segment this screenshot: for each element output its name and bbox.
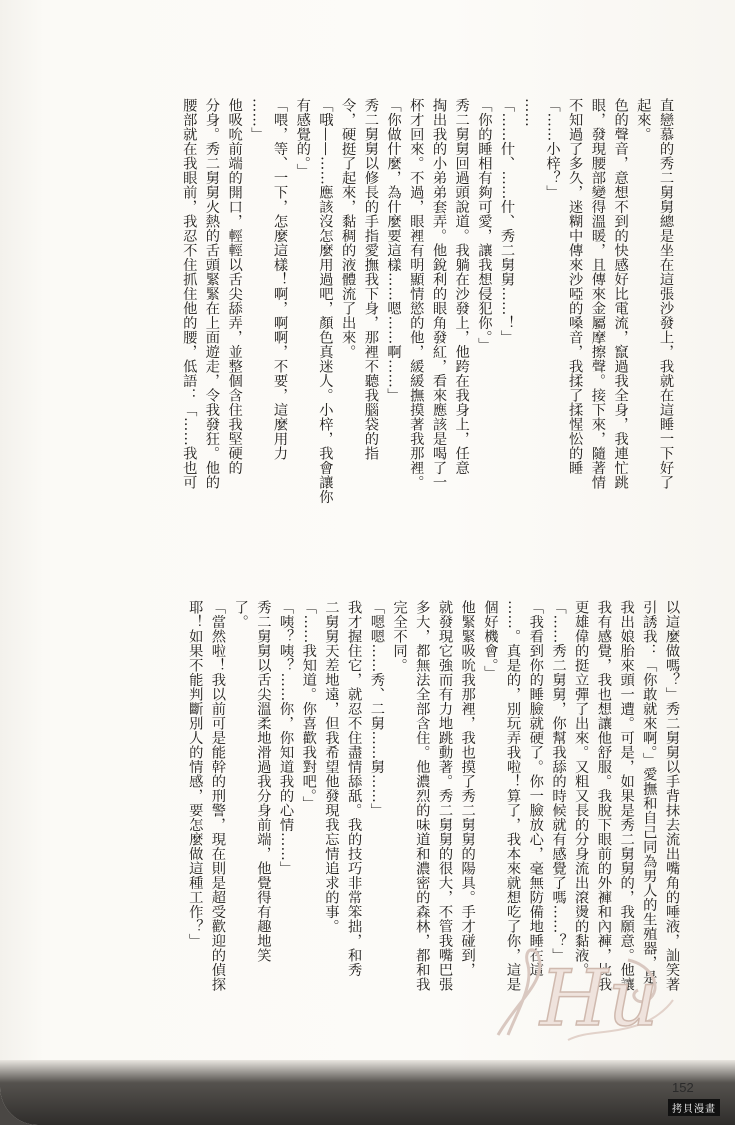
text-line: 耶！如果不能判斷別人的情感，要怎麼做這種工作？」 — [187, 600, 204, 948]
text-line: 更雄偉的挺立彈了出來。又粗又長的分身流出滾燙的黏液。 — [573, 600, 590, 977]
text-line: 秀二舅舅以舌尖溫柔地滑過我分身前端，他覺得有趣地笑 — [255, 600, 272, 963]
text-line: 有感覺的。」 — [294, 98, 311, 178]
text-line: 多大，都無法全部含住。他濃烈的味道和濃密的森林，都和我 — [414, 600, 431, 992]
top-text-block — [92, 98, 677, 558]
text-line: 秀二舅舅以修長的手指愛撫我下身，那裡不聽我腦袋的指 — [362, 98, 379, 461]
text-line: 二舅舅天差地遠，但我希望他發現我忘情追求的事。 — [323, 600, 340, 934]
text-line: 色的聲音，意想不到的快感好比電流，竄過我全身，我連忙跳 — [612, 98, 629, 490]
decorative-logo — [478, 940, 678, 1050]
text-line: 個好機會。」 — [482, 600, 499, 680]
text-line: 就發現它強而有力地跳動著。秀二舅舅的很大，不管我嘴巴張 — [436, 600, 453, 992]
text-line: 「……什、……什、秀二舅舅……！」 — [499, 98, 516, 345]
text-line: ……」 — [249, 98, 266, 142]
text-line: 「……秀二舅舅，你幫我舔的時候就有感覺了嗎……？」 — [550, 600, 567, 963]
text-line: 以這麼做嗎？」秀二舅舅以手背抹去流出嘴角的唾液，訕笑著 — [664, 600, 680, 992]
text-line: 不知過了多久，迷糊中傳來沙啞的嗓音，我揉了揉惺忪的睡 — [567, 98, 584, 475]
text-line: …… — [521, 98, 538, 127]
text-line: 「你做什麼，為什麼要這樣……嗯……啊……」 — [385, 98, 402, 403]
text-line: 「……我知道。你喜歡我對吧。」 — [300, 600, 317, 811]
text-line: 「……小梓？」 — [544, 98, 561, 200]
text-line: 眼，發現腰部變得溫暖，且傳來金屬摩擦聲。接下來，隨著情 — [589, 98, 606, 490]
text-line: 引誘我：「你敢就來啊。」愛撫和自己同為男人的生殖器，是 — [641, 600, 658, 985]
text-line: 「我看到你的睡臉就硬了。你一臉放心，毫無防備地睡在這 — [527, 600, 544, 977]
text-line: 直戀慕的秀二舅舅總是坐在這張沙發上，我就在這睡一下好了 — [658, 98, 674, 490]
text-line: 他吸吮前端的開口，輕輕以舌尖舔弄，並整個含住我堅硬的 — [226, 98, 243, 475]
text-line: 了。 — [232, 600, 249, 629]
text-line: 掏出我的小弟弟套弄。他銳利的眼角發紅，看來應該是喝了一 — [430, 98, 447, 490]
text-line: 「哦——……應該沒怎麼用過吧，顏色真迷人。小梓，我會讓你 — [317, 98, 334, 504]
text-line: 「喂，等、一下，怎麼這樣！啊，啊啊，不要，這麼用力 — [272, 98, 289, 461]
text-line: 我有感覺，我也想讓他舒服。我脫下眼前的外褲和內褲，比我 — [595, 600, 612, 992]
page-edge-shadow — [0, 1060, 735, 1125]
logo-lettering: Hu — [540, 954, 659, 1044]
text-line: 我出娘胎來頭一遭。可是，如果是秀二舅舅的，我願意。他讓 — [618, 600, 635, 992]
text-line: 秀二舅舅回過頭說道。我躺在沙發上，他跨在我身上，任意 — [453, 98, 470, 475]
text-line: 我才握住它，就忍不住盡情舔舐。我的技巧非常笨拙，和秀 — [346, 600, 363, 977]
text-line: 「你的睡相有夠可愛，讓我想侵犯你。」 — [476, 98, 493, 352]
text-line: 「嗯嗯……秀、二舅……舅……」 — [368, 600, 385, 818]
text-line: 「咦？咦？……你，你知道我的心情……」 — [278, 600, 295, 876]
text-line: 他緊緊吸吮我那裡，我也摸了秀二舅舅的陽具。手才碰到， — [459, 600, 476, 977]
text-line: 分身。秀二舅舅火熱的舌頭緊緊在上面遊走，令我發狂。他的 — [203, 98, 220, 490]
text-line: 「當然啦！我以前可是能幹的刑警，現在則是超受歡迎的偵探 — [209, 600, 226, 992]
text-line: 腰部就在我眼前，我忍不住抓住他的腰，低語：「……我也可 — [181, 98, 198, 490]
watermark-label: 拷貝漫畫 — [668, 1099, 720, 1116]
text-line: 起來。 — [635, 98, 652, 142]
text-line: 杯才回來。不過，眼裡有明顯情慾的他，緩緩撫摸著我那裡。 — [408, 98, 425, 490]
page-number: 152 — [672, 1080, 694, 1095]
text-line: 完全不同。 — [391, 600, 408, 673]
text-line: ……。真是的，別玩弄我啦！算了，我本來就想吃了你，這是 — [505, 600, 522, 992]
text-line: 令，硬挺了起來，黏稠的液體流了出來。 — [340, 98, 357, 359]
